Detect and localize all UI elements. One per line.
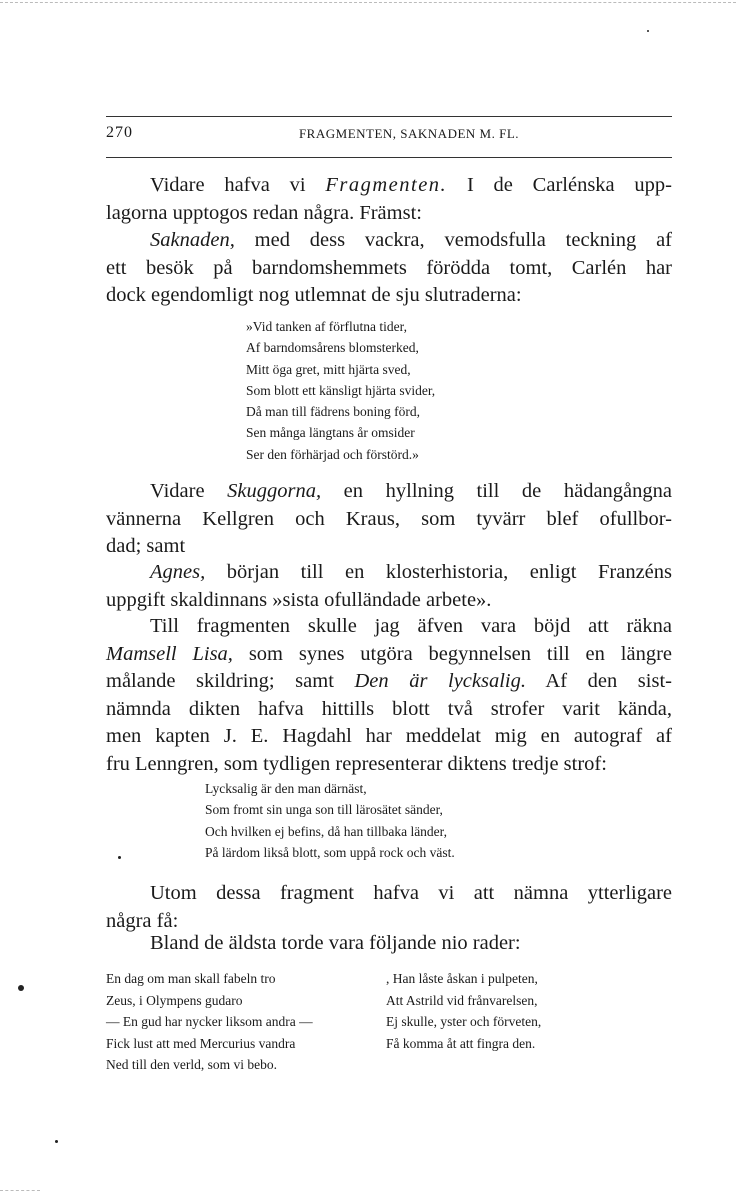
text-line: Vidare hafva vi Fragmenten. I de Carlénska upp- xyxy=(150,174,672,196)
verse-saknaden xyxy=(246,316,435,465)
verse-line: Få komma åt att fingra den. xyxy=(386,1035,536,1051)
scan-speck xyxy=(18,985,24,991)
text-line: uppgift skaldinnans »sista ofulländade arbete». xyxy=(106,588,492,611)
verse-line: Mitt öga gret, mitt hjärta sved, xyxy=(246,361,411,377)
scan-speck xyxy=(55,1140,58,1143)
text-line: fru Lenngren, som tydligen representerar diktens tredje strof: xyxy=(106,752,607,775)
verse-line: Ej skulle, yster och förveten, xyxy=(386,1014,542,1030)
verse-line: Då man till fädrens boning förd, xyxy=(246,404,420,420)
paragraph-skuggorna xyxy=(106,478,672,561)
text-line: målande skildring; samt Den är lycksalig. Af den sist- xyxy=(106,670,672,692)
bottom-scan-edge xyxy=(0,1190,40,1191)
text-line: ett besök på barndomshemmets förödda tomt, Carlén har xyxy=(106,256,672,279)
verse-column-left xyxy=(106,968,313,1076)
verse-line: Som fromt sin unga son till lärosätet sänder, xyxy=(205,802,443,818)
scan-speck xyxy=(118,856,121,859)
text-line: Vidare Skuggorna, en hyllning till de hädangångna xyxy=(150,480,672,502)
paragraph-utom xyxy=(106,880,672,935)
verse-line: Af barndomsårens blomsterked, xyxy=(246,340,419,356)
text-line: dock egendomligt nog utlemnat de sju slutraderna: xyxy=(106,284,522,306)
verse-line: — En gud har nycker liksom andra — xyxy=(106,1014,313,1030)
text-line: några få: xyxy=(106,909,179,932)
verse-line: En dag om man skall fabeln tro xyxy=(106,971,276,986)
text-line: Till fragmenten skulle jag äfven vara böjd att räkna xyxy=(150,615,672,637)
paragraph-agnes xyxy=(106,559,672,614)
verse-line: Ned till den verld, som vi bebo. xyxy=(106,1057,277,1073)
verse-line: , Han låste åskan i pulpeten, xyxy=(386,971,538,986)
title-skuggorna: Skuggorna, xyxy=(227,480,322,502)
verse-line: Och hvilken ej befins, då han tillbaka länder, xyxy=(205,823,448,839)
top-scan-edge xyxy=(0,2,736,3)
running-header xyxy=(106,124,672,148)
header-top-rule xyxy=(106,116,672,117)
text-line: Agnes, början till en klosterhistoria, enligt Franzéns xyxy=(150,561,672,583)
title-fragmenten: Fragmenten. xyxy=(325,174,448,196)
title-agnes: Agnes, xyxy=(150,561,206,583)
title-den-ar-lycksalig: Den är lycksalig. xyxy=(354,670,526,692)
text-line: vännerna Kellgren och Kraus, som tyvärr blef ofullbor- xyxy=(106,507,672,530)
text-line: Utom dessa fragment hafva vi att nämna ytterligare xyxy=(150,882,672,904)
text-line: men kapten J. E. Hagdahl har meddelat mig en autograf af xyxy=(106,725,672,747)
paragraph-mamsell-lisa xyxy=(106,613,672,778)
verse-line: Sen många längtans år omsider xyxy=(246,425,415,441)
verse-line: Att Astrild vid frånvarelsen, xyxy=(386,992,538,1008)
text-line: Saknaden, med dess vackra, vemodsfulla teckning af xyxy=(150,229,672,251)
text-line: nämnda dikten hafva hittills blott två strofer varit kända, xyxy=(106,697,672,720)
verse-line: Fick lust att med Mercurius vandra xyxy=(106,1035,296,1051)
verse-column-right xyxy=(386,968,541,1054)
verse-line: Som blott ett känsligt hjärta svider, xyxy=(246,382,436,398)
paragraph-bland xyxy=(106,930,672,958)
title-mamsell-lisa: Mamsell Lisa, xyxy=(106,642,233,665)
running-title: FRAGMENTEN, SAKNADEN M. FL. xyxy=(298,126,520,141)
verse-line: Ser den förhärjad och förstörd.» xyxy=(246,446,419,462)
verse-line: Zeus, i Olympens gudaro xyxy=(106,992,243,1008)
header-bottom-rule xyxy=(106,157,672,158)
text-line: Mamsell Lisa, som synes utgöra begynnelsen till en längre xyxy=(106,642,672,665)
text-line: lagorna upptogos redan några. Främst: xyxy=(106,201,422,224)
text-line: dad; samt xyxy=(106,535,186,557)
text-line: Bland de äldsta torde vara följande nio rader: xyxy=(150,932,521,954)
verse-lycksalig xyxy=(205,778,455,863)
scan-speck xyxy=(647,30,649,32)
paragraph-fragmenten xyxy=(106,172,672,227)
page-number: 270 xyxy=(106,124,133,141)
verse-line: På lärdom likså blott, som uppå rock och väst. xyxy=(205,844,455,860)
verse-line: »Vid tanken af förflutna tider, xyxy=(246,319,407,334)
title-saknaden: Saknaden, xyxy=(150,229,235,251)
paragraph-saknaden xyxy=(106,227,672,310)
verse-line: Lycksalig är den man därnäst, xyxy=(205,781,367,796)
